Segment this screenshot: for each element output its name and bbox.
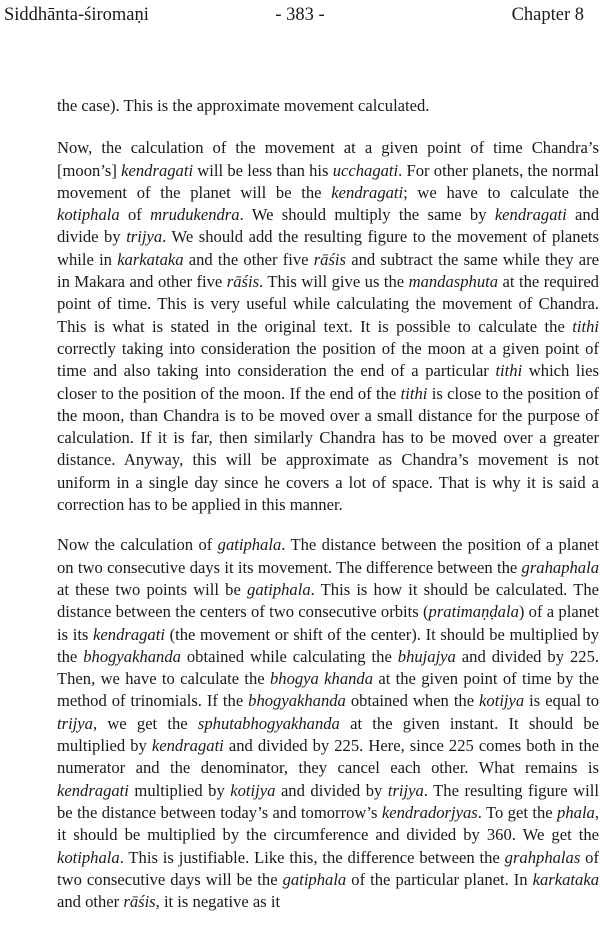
text-run: . To get the — [477, 802, 558, 822]
text-run: and divided by 225. Then, we have to calculate the — [57, 646, 600, 689]
chapter-label: Chapter 8 — [511, 5, 584, 25]
text-run: correctly taking into consideration the position of the moon at a given point of time and also taking into consideration the end of a particular — [57, 338, 599, 381]
italic-term: tithi — [400, 383, 428, 403]
text-run: and subtract the same while they are in Makara and other five — [57, 249, 599, 292]
italic-term: kendragati — [57, 780, 129, 800]
text-run: . This is how it should be calculated. The distance between the centers of two consecutive orbits ( — [57, 579, 600, 622]
text-run: , we get the — [92, 713, 198, 733]
text-run: . The distance between the position of a planet on two consecutive days it its movement. The difference between the — [57, 535, 600, 577]
text-run: is close to the position of the moon, than Chandra is to be moved over a small distance for the purpose of calculation. If it is far, then similarly Chandra has to be moved over a greater distance. Anyway, this will be approximate as Chandra’s movement is not uniform in a single day since he covers a lot of space. That is why it is said a correction has to be applied in this manner. — [57, 383, 599, 515]
text-run: , it should be multiplied by the circumference and divided by 360. We get the — [57, 802, 600, 845]
italic-term: mrudukendra — [150, 205, 240, 225]
italic-term: kendragati — [93, 624, 165, 644]
italic-term: kotiphala — [57, 847, 120, 867]
text-run: . We should add the resulting figure to the movement of planets while in — [57, 227, 600, 269]
italic-term: karkataka — [117, 249, 184, 269]
italic-term: kendragati — [331, 182, 404, 202]
text-run: . We should multiply the same by — [239, 205, 495, 225]
text-run: . For other planets, the normal movement of the planet will be the — [57, 160, 599, 202]
text-run: of the particular planet. In — [346, 869, 533, 889]
italic-term: kendragati — [494, 205, 567, 225]
text-run: multiplied by — [128, 780, 231, 800]
text-run: ) of a planet is its — [57, 602, 599, 644]
text-run: at the given instant. It should be multiplied by — [57, 713, 599, 756]
text-run: . This is justifiable. Like this, the difference between the — [119, 847, 505, 867]
text-run: and divided by 225. Here, since 225 comes both in the numerator and the denominator, they cancel each other. What remains is — [57, 736, 599, 778]
italic-term: rāśis — [313, 249, 346, 269]
italic-term: tithi — [572, 316, 599, 336]
running-header — [4, 3, 596, 27]
italic-term: gatiphala — [217, 535, 282, 555]
text-run: Now, the calculation of the movement at a given point of time Chandra’s [moon’s] — [57, 138, 599, 180]
paragraph — [57, 95, 599, 117]
italic-term: kotijya — [230, 780, 276, 800]
italic-term: rāśis — [123, 892, 156, 912]
body-text — [57, 95, 599, 913]
text-run: is equal to — [524, 691, 599, 711]
text-run: and other — [57, 892, 124, 912]
italic-term: ucchagati — [332, 160, 399, 180]
italic-term: gatiphala — [282, 869, 347, 889]
italic-term: sphutabhogyakhanda — [197, 713, 340, 733]
italic-term: trijya — [57, 713, 93, 733]
text-run: ; we have to calculate the — [403, 182, 599, 202]
paragraph — [57, 137, 599, 516]
italic-term: rāśis — [226, 272, 260, 292]
text-run: at the given point of time by the method of trinomials. If the — [57, 669, 599, 711]
italic-term: gatiphala — [247, 579, 311, 599]
text-run: Now the calculation of — [57, 535, 218, 555]
italic-term: trijya — [387, 780, 424, 800]
text-run: . This will give us the — [259, 272, 409, 292]
italic-term: pratimaṇḍala — [428, 602, 519, 622]
italic-term: mandasphuta — [408, 272, 499, 292]
text-run: obtained when the — [345, 691, 480, 711]
text-run: and the other five — [183, 249, 314, 269]
text-run: at these two points will be — [57, 579, 248, 599]
text-run: at the required point of time. This is very useful while calculating the movement of Chandra. This is what is stated in the original text. It is possible to calculate the — [57, 272, 599, 336]
italic-term: kendragati — [151, 736, 224, 756]
italic-term: kotiphala — [57, 205, 120, 225]
text-run: the case). This is the approximate movement calculated. — [57, 96, 430, 115]
text-run: . The resulting figure will be the distance between today’s and tomorrow’s — [57, 780, 599, 822]
text-run: obtained while calculating the — [180, 646, 398, 666]
italic-term: karkataka — [532, 869, 599, 889]
text-run: , it is negative as it — [155, 892, 281, 912]
italic-term: kotijya — [479, 691, 525, 711]
text-run: and divided by — [275, 780, 388, 800]
italic-term: bhogyakhanda — [248, 691, 346, 711]
italic-term: bhogyakhanda — [83, 646, 181, 666]
italic-term: kendradorjyas — [381, 802, 478, 822]
italic-term: phala — [557, 802, 595, 822]
italic-term: trijya — [126, 227, 163, 247]
text-run: will be less than his — [193, 160, 333, 180]
book-title: Siddhānta-śiromaṇi — [4, 5, 149, 25]
italic-term: grahaphala — [521, 557, 599, 577]
text-run: of — [119, 205, 151, 225]
italic-term: kendragati — [121, 160, 194, 180]
text-run: which lies closer to the position of the moon. If the end of the — [57, 361, 599, 403]
paragraph — [57, 534, 599, 913]
text-run: of two consecutive days will be the — [57, 847, 599, 889]
italic-term: tithi — [495, 361, 523, 381]
italic-term: bhogya khanda — [269, 669, 374, 689]
text-run: (the movement or shift of the center). It should be multiplied by the — [57, 624, 600, 666]
italic-term: bhujajya — [397, 646, 456, 666]
italic-term: grahphalas — [504, 847, 581, 867]
page-number: - 383 - — [275, 5, 325, 25]
text-run: and divide by — [57, 205, 599, 247]
